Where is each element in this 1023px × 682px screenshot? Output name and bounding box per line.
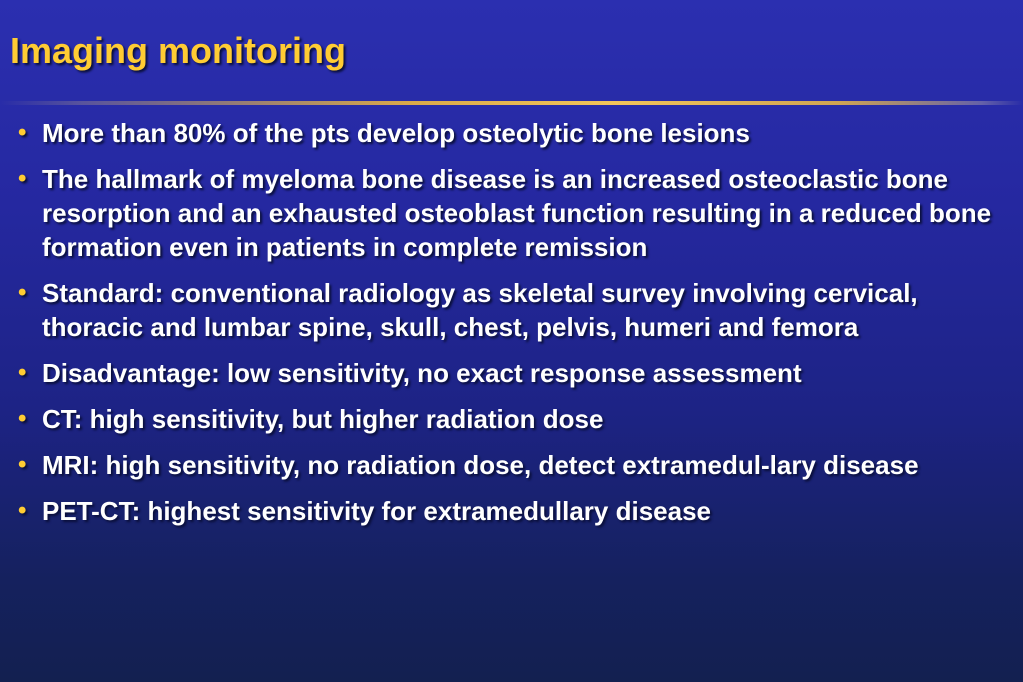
- bullet-dot-icon: •: [18, 359, 27, 386]
- bullet-text: Standard: conventional radiology as skeletal survey involving cervical, thoracic and lumbar spine, skull, chest, pelvis, humeri and femora: [42, 278, 918, 342]
- bullet-dot-icon: •: [18, 405, 27, 432]
- bullet-text: More than 80% of the pts develop osteolytic bone lesions: [42, 118, 750, 148]
- bullet-item: [18, 116, 1008, 150]
- bullet-dot-icon: •: [18, 497, 27, 524]
- slide-title: Imaging monitoring: [10, 30, 346, 71]
- bullet-dot-icon: •: [18, 119, 27, 146]
- bullet-text: PET-CT: highest sensitivity for extramedullary disease: [42, 496, 712, 526]
- bullet-item: [18, 162, 1008, 264]
- bullet-item: [18, 448, 1008, 482]
- bullet-item: [18, 402, 1008, 436]
- bullet-item: [18, 356, 1008, 390]
- bullet-item: [18, 494, 1008, 528]
- bullet-dot-icon: •: [18, 165, 27, 192]
- bullet-item: [18, 276, 1008, 344]
- bullet-text: MRI: high sensitivity, no radiation dose, detect extramedul-lary disease: [42, 450, 919, 480]
- bullet-dot-icon: •: [18, 451, 27, 478]
- bullet-dot-icon: •: [18, 279, 27, 306]
- bullet-text: CT: high sensitivity, but higher radiation dose: [42, 404, 604, 434]
- bullet-text: Disadvantage: low sensitivity, no exact response assessment: [42, 358, 802, 388]
- title-divider: [0, 101, 1023, 105]
- bullet-text: The hallmark of myeloma bone disease is an increased osteoclastic bone resorption and an exhausted osteoblast function resulting in a reduced bone formation even in patients in complete remission: [42, 164, 992, 262]
- bullet-list: [18, 116, 1008, 540]
